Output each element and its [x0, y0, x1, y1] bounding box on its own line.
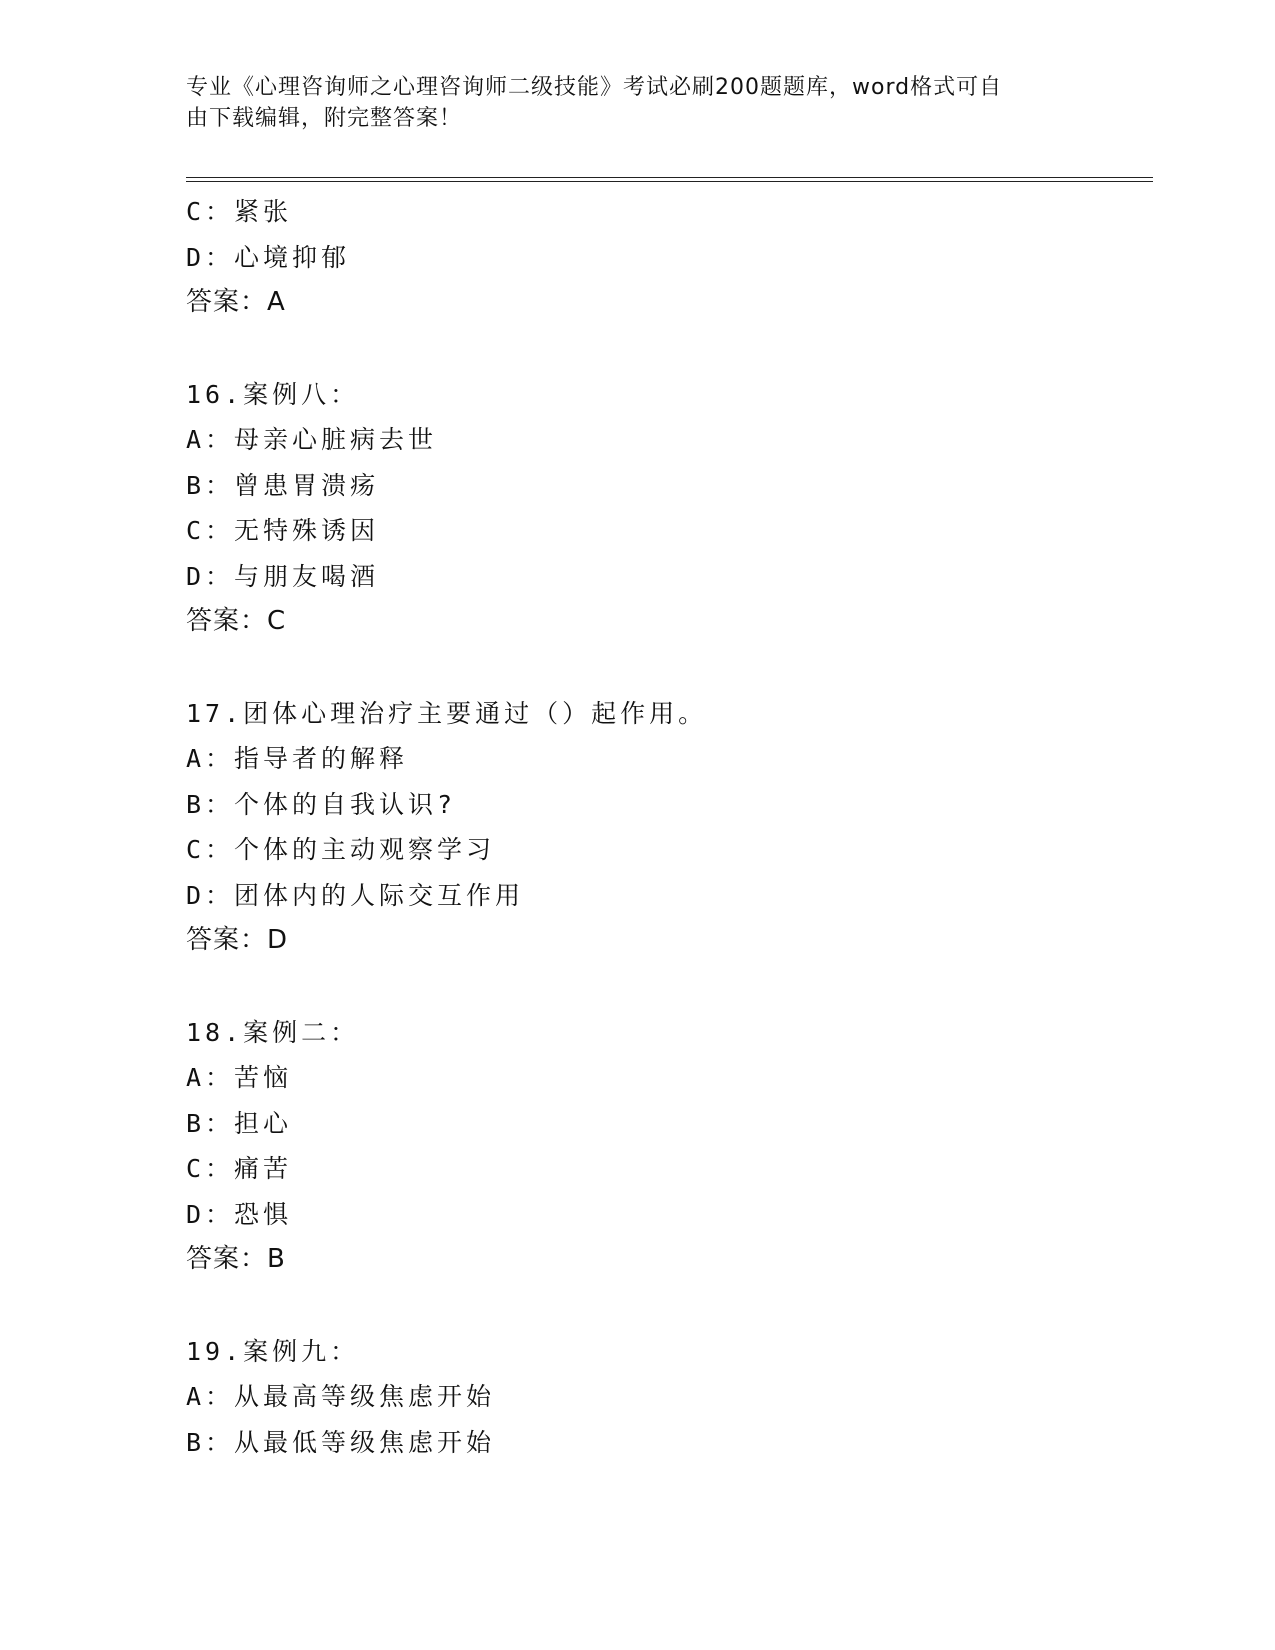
option-b: B：个体的自我认识? — [186, 789, 457, 819]
option-d: D：恐惧 — [186, 1199, 293, 1229]
spacer — [186, 964, 1146, 1010]
question-title: 19.案例九： — [186, 1336, 360, 1366]
option-c: C：痛苦 — [186, 1154, 293, 1183]
header-line-2: 由下载编辑，附完整答案！ — [186, 106, 463, 131]
spacer — [186, 326, 1146, 372]
question-title: 17.团体心理治疗主要通过（）起作用。 — [186, 698, 708, 728]
question-block — [186, 1329, 1146, 1466]
question-block — [186, 1010, 1146, 1283]
question-block — [186, 372, 1146, 645]
answer-line: 答案：A — [186, 287, 286, 317]
option-d: D：团体内的人际交互作用 — [186, 880, 525, 910]
option-a: A：从最高等级焦虑开始 — [186, 1382, 496, 1411]
option-c: C：无特殊诱因 — [186, 516, 380, 545]
option-d: D：与朋友喝酒 — [186, 561, 380, 591]
answer-line: 答案：C — [186, 606, 287, 636]
question-list — [186, 189, 1146, 1465]
header-divider — [186, 177, 1153, 182]
document-header — [186, 72, 1086, 134]
option-c: C：紧张 — [186, 197, 293, 226]
option-a: A：母亲心脏病去世 — [186, 425, 438, 454]
question-title: 16.案例八： — [186, 379, 360, 409]
header-line-1: 专业《心理咨询师之心理咨询师二级技能》考试必刷200题题库，word格式可自 — [186, 75, 1003, 100]
option-c: C：个体的主动观察学习 — [186, 835, 496, 864]
spacer — [186, 1283, 1146, 1329]
answer-line: 答案：D — [186, 925, 289, 955]
option-b: B：从最低等级焦虑开始 — [186, 1427, 496, 1457]
question-block — [186, 189, 1146, 326]
option-a: A：苦恼 — [186, 1063, 293, 1092]
question-title: 18.案例二： — [186, 1017, 360, 1047]
answer-line: 答案：B — [186, 1244, 286, 1274]
option-d: D：心境抑郁 — [186, 242, 351, 272]
option-b: B：曾患胃溃疡 — [186, 470, 380, 500]
question-block — [186, 691, 1146, 964]
spacer — [186, 645, 1146, 691]
option-a: A：指导者的解释 — [186, 744, 409, 773]
option-b: B：担心 — [186, 1108, 293, 1138]
